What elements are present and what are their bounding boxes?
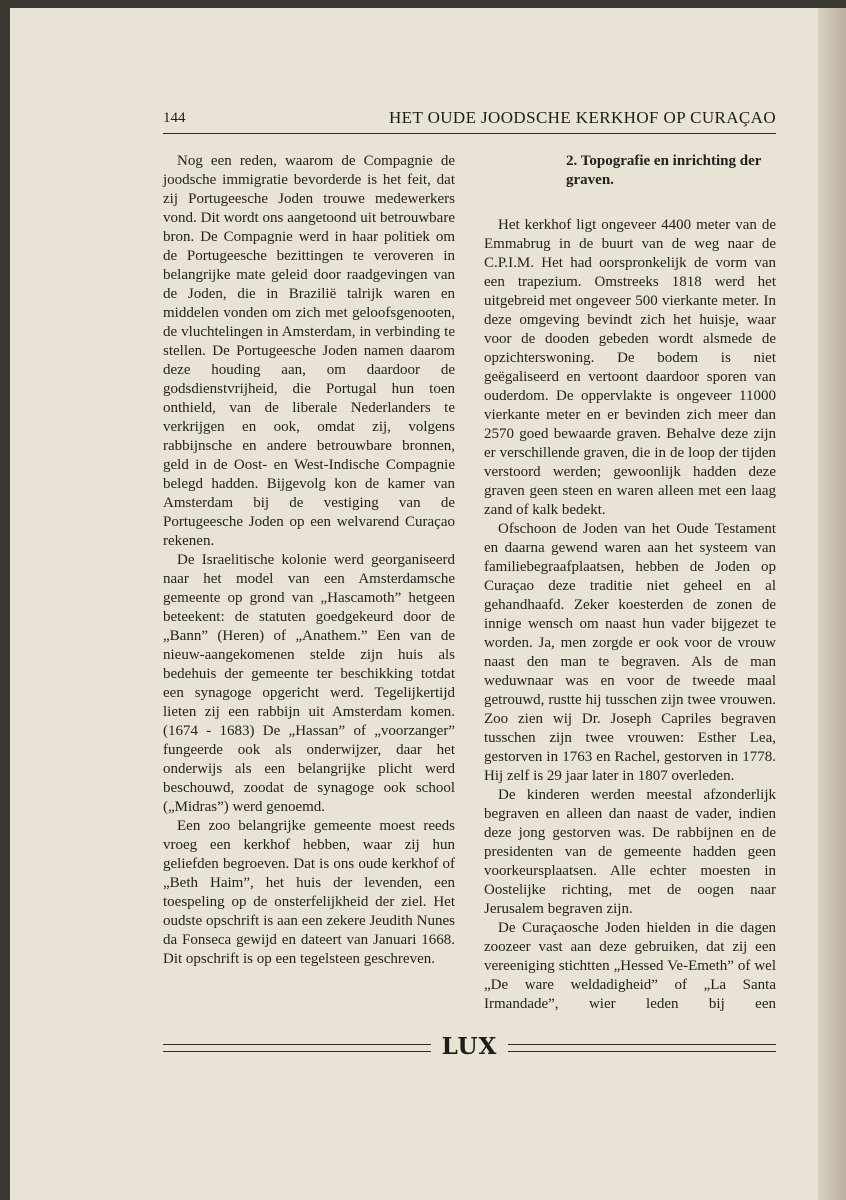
running-title: HET OUDE JOODSCHE KERKHOF OP CURAÇAO bbox=[388, 108, 776, 127]
running-header bbox=[163, 108, 776, 132]
paragraph: De Israelitische kolonie werd georganiseerd naar het model van een Amsterdamsche gemeente op grond van „Hascamoth” hetgeen beteekent: de statuten goedgekeurd door de „Bann” (Heren) of „Anathem.” Een van de nieuw-aangekomenen stelde zijn huis als bedehuis der gemeente ter beschikking totdat een synagoge opgericht werd. Tegelijkertijd lieten zij een rabbijn uit Amsterdam komen. (1674 - 1683) De „Hassan” of „voorzanger” fungeerde ook als onderwijzer, daar het onderwijs als een belangrijke plicht werd beschouwd, zoodat de synagoge ook school („Midras”) werd genoemd. bbox=[163, 552, 455, 815]
paragraph: Het kerkhof ligt ongeveer 4400 meter van de Emmabrug in de buurt van de weg naar de C.P.I.M. Het had oorspronkelijk de vorm van een trapezium. Omstreeks 1818 werd het uitgebreid met ongeveer 500 vierkante meter. In deze omgeving bevindt zich het huisje, waar voor de dooden gebeden wordt alsmede de opzichterswoning. De bodem is niet geëgaliseerd en vertoont daardoor sporen van ouderdom. De oppervlakte is ongeveer 11000 vierkante meter en er bevinden zich meer dan 2570 goed bewaarde graven. Behalve deze zijn er verschillende graven, die in de loop der tijden verstoord werden; gewoonlijk hadden deze graven geen steen en waren alleen met een laag zand of kalk bedekt. bbox=[484, 217, 776, 518]
page-number: 144 bbox=[163, 110, 186, 126]
left-column bbox=[163, 152, 455, 969]
footer-rule-left bbox=[163, 1044, 431, 1052]
footer-rule-right bbox=[508, 1044, 776, 1052]
paragraph: Een zoo belangrijke gemeente moest reeds vroeg een kerkhof hebben, waar zij hun geliefden begroeven. Dat is ons oude kerkhof of „Beth Haim”, het huis der levenden, een toespeling op de onsterfelijkheid der ziel. Het oudste opschrift is aan een zekere Jeudith Nunes da Fonseca gewijd en dateert van Januari 1668. Dit opschrift is op een tegelsteen geschreven. bbox=[163, 818, 455, 967]
section-heading: 2. Topografie en inrichting der graven. bbox=[566, 153, 762, 188]
footer bbox=[163, 1033, 776, 1060]
paragraph: Ofschoon de Joden van het Oude Testament en daarna gewend waren aan het systeem van familiebegraafplaatsen, hebben de Joden op Curaçao deze traditie niet geheel en al gehandhaafd. Zeker koesterden de zonen de innige wensch om naast hun vader bijgezet te worden. Ja, men zorgde er ook voor de vrouw naast den man te begraven. Als de man weduwnaar was en voor de tweede maal getrouwd, rustte hij tusschen zijn twee vrouwen. Zoo zien wij Dr. Joseph Capriles begraven tusschen zijn twee vrouwen: Esther Lea, gestorven in 1763 en Rachel, gestorven in 1778. Hij zelf is 29 jaar later in 1807 overleden. bbox=[484, 521, 776, 784]
header-rule bbox=[163, 133, 776, 134]
paragraph: Nog een reden, waarom de Compagnie de joodsche immigratie bevorderde is het feit, dat zij Portugeesche Joden trouwe medewerkers vond. Dit wordt ons aangetoond uit betrouwbare bron. De Compagnie werd in haar politiek om de Portugeesche bezittingen te veroveren in belangrijke mate geleid door raadgevingen van de Joden, die in Brazilië talrijk waren en middelen vonden om zich met geloofsgenooten, de vluchtelingen in Amsterdam, in verbinding te stellen. De Portugeesche Joden namen daarom deze houding aan, om daardoor de godsdienstvrijheid, die Portugal hun toen onthield, van de liberale Nederlanders te verkrijgen en ook, omdat zij, volgens rabbijnsche en andere betrouwbare bronnen, geld in de Oost- en West-Indische Compagnie belegd hadden. Bijgevolg kon de kamer van Amsterdam bij de vestiging van de Portugeesche Joden op een welvarend Curaçao rekenen. bbox=[163, 153, 455, 549]
lux-logo: LUX bbox=[441, 1033, 498, 1060]
paragraph: De kinderen werden meestal afzonderlijk begraven en alleen dan naast de vader, indien deze jong gestorven was. De rabbijnen en de presidenten van de gemeente hadden geen voorkeursplaatsen. Alle echter moesten in Oostelijke richting, met de oogen naar Jerusalem begraven zijn. bbox=[484, 787, 776, 917]
page-edge bbox=[818, 8, 846, 1200]
right-column bbox=[484, 152, 776, 1014]
paragraph: De Curaçaosche Joden hielden in die dagen zoozeer vast aan deze gebruiken, dat zij een vereeniging stichtten „Hessed Ve-Emeth” of wel „De ware weldadigheid” of „La Santa Irmandade”, wier leden bij een bbox=[484, 920, 776, 1012]
